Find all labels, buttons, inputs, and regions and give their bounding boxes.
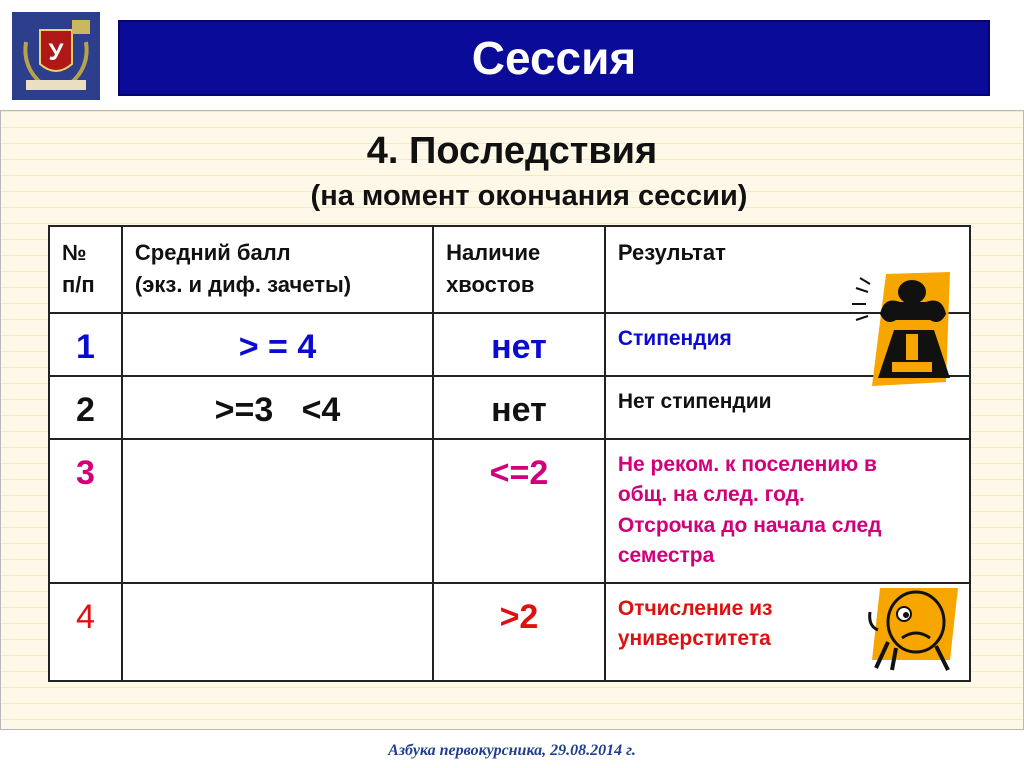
row-tails: нет (433, 376, 605, 439)
header-average: Средний балл (экз. и диф. зачеты) (122, 226, 433, 313)
row-num: 2 (49, 376, 122, 439)
table-row (49, 376, 970, 439)
rich-student-clipart-icon (850, 270, 970, 388)
row-tails: >2 (433, 583, 605, 681)
row-average: > = 4 (122, 313, 433, 376)
row-tails: <=2 (433, 439, 605, 583)
row-num: 4 (49, 583, 122, 681)
section-heading: 4. Последствия (366, 130, 658, 172)
slide-footer: Азбука первокурсника, 29.08.2014 г. (388, 742, 636, 759)
row-result: Отчисление из универститета (605, 583, 970, 681)
row-num: 3 (49, 439, 122, 583)
slide-title-bar (118, 20, 990, 96)
header-num: № п/п (49, 226, 122, 313)
university-logo (12, 12, 100, 100)
sad-student-clipart-icon (866, 582, 964, 674)
table-header-row (49, 226, 970, 313)
row-result: Не реком. к поселению в общ. на след. год. Отсрочка до начала след семестра (605, 439, 970, 583)
section-subheading: (на момент окончания сессии) (310, 180, 748, 212)
row-average (122, 583, 433, 681)
crest-icon (12, 12, 100, 100)
header-result: Результат (605, 226, 970, 313)
svg-text:У: У (48, 39, 64, 66)
slide-title: Сессия (471, 32, 637, 84)
row-result: Стипендия (605, 313, 970, 376)
header-tails: Наличие хвостов (433, 226, 605, 313)
row-tails: нет (433, 313, 605, 376)
table-row (49, 439, 970, 583)
row-average (122, 439, 433, 583)
table-row (49, 583, 970, 681)
row-num: 1 (49, 313, 122, 376)
row-result: Нет стипендии (605, 376, 970, 439)
table-row (49, 313, 970, 376)
row-average: >=3 <4 (122, 376, 433, 439)
consequences-table (48, 225, 971, 682)
